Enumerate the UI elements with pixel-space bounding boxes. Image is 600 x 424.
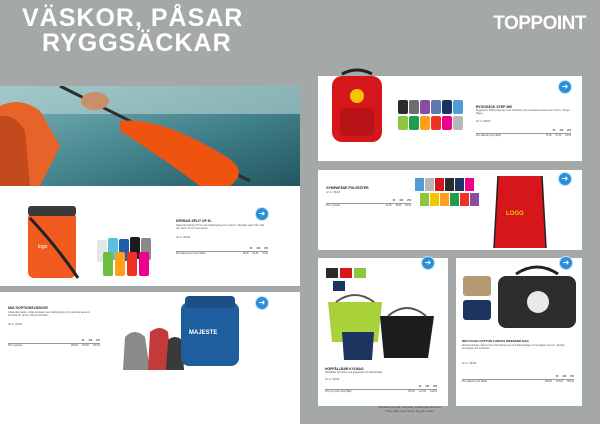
product-card-cooler bbox=[318, 258, 448, 406]
drawstring-colors-image bbox=[413, 176, 483, 210]
backpack-colors-image bbox=[396, 98, 466, 134]
arrow-right-icon[interactable]: ➜ bbox=[559, 256, 573, 270]
arrow-right-icon[interactable]: ➜ bbox=[558, 172, 572, 186]
title-line-2: RYGGSÄCKAR bbox=[42, 29, 232, 57]
product-desc: Weekendväska i återvunnen bomullscanvas med läderdetaljer och avtagbar axelrem. Rymlig huvudfack och innerficka. bbox=[462, 344, 565, 351]
drybag-image bbox=[18, 198, 88, 283]
product-name: DRYBAG SPLIT UP 5L bbox=[176, 219, 212, 223]
product-name: MULTIOPTIONSVÄSKOR bbox=[8, 306, 48, 310]
cooler-colors-image bbox=[324, 262, 369, 294]
page-title bbox=[22, 6, 243, 56]
product-ref: Art.nr. 91810 bbox=[325, 378, 340, 381]
weekend-bag-colors-image bbox=[460, 272, 495, 324]
product-ref: Art.nr. 90032 bbox=[8, 323, 23, 326]
footer-line-1: Standardtryck ingår i alla priser, fraktkostnad tillkommer. bbox=[377, 406, 443, 409]
product-desc: Ryggsäck i 600D polyester med framficka och justerbara axelremmar. Finns i många färger. bbox=[476, 109, 570, 116]
footer-note bbox=[330, 406, 490, 413]
cooler-basket-image bbox=[322, 292, 442, 364]
price-table: 50 100 250 Pris stående per styck (SEK) 98,50 94,50 91,00 bbox=[176, 248, 268, 255]
product-desc: Hopfällbar kylväska med dragkedja och bärhandtag. bbox=[325, 371, 383, 374]
product-name: GYMPAPÅSE POLYESTER bbox=[326, 186, 369, 190]
product-ref: Art.nr. 95427 bbox=[326, 191, 341, 194]
product-ref: Art.nr. 96290 bbox=[476, 120, 491, 123]
product-name: RECYCLED COTTON CANVAS WEEKEND BAG bbox=[462, 339, 529, 343]
product-name: HOPFÄLLBAR KYLBAG bbox=[325, 367, 364, 371]
weekend-bag-image bbox=[494, 262, 580, 332]
price-table: 50 100 250 Pris i tryckpris 21,50 19,50 18,00 bbox=[326, 200, 411, 207]
footer-line-2: Priser gäller tryck med en färg på en plats. bbox=[385, 409, 435, 413]
red-backpack-image bbox=[322, 68, 392, 148]
product-card-drybag bbox=[0, 186, 300, 286]
svg-text:MAJESTE: MAJESTE bbox=[189, 330, 218, 336]
product-card-backpack bbox=[318, 76, 582, 161]
drawstring-bag-image bbox=[490, 170, 550, 250]
arrow-right-icon[interactable]: ➜ bbox=[255, 296, 269, 310]
product-card-multioption bbox=[0, 292, 300, 424]
product-ref: Art.nr. 95420 bbox=[462, 362, 477, 365]
product-ref: Art.nr. 90040 bbox=[176, 236, 191, 239]
drybag-colors-image bbox=[95, 236, 160, 278]
product-desc: Vattentäta väskor i olika storlekar med rullstängning och justerbar axelrem. Perfekta för strand, båt och friluftsliv. bbox=[8, 311, 91, 318]
arrow-right-icon[interactable]: ➜ bbox=[255, 207, 269, 221]
title-line-1: VÄSKOR, PÅSAR bbox=[22, 4, 244, 32]
hero-image bbox=[0, 86, 300, 186]
backpack-image bbox=[175, 294, 245, 369]
arrow-right-icon[interactable]: ➜ bbox=[558, 80, 572, 94]
product-card-weekend-bag bbox=[456, 258, 582, 406]
svg-text:LOGO: LOGO bbox=[506, 211, 524, 217]
arrow-right-icon[interactable]: ➜ bbox=[421, 256, 435, 270]
brand-logo: TOPPOINT bbox=[493, 13, 586, 34]
svg-text:logo: logo bbox=[38, 244, 48, 250]
price-table: 50 100 250 Pris per tryckt styck (SEK) 155,00 147,00 142,00 bbox=[325, 386, 437, 393]
price-table: 50 100 250 Pris i tryckpris 188,00 169,00 160,00 bbox=[8, 340, 100, 347]
product-desc: Vattentät dykbag i PVC med rullstängning och axelrem. Skyddar saker från väta och sand. Finns i flera färger. bbox=[176, 224, 265, 231]
price-table: 50 100 250 Pris stående tryck (SEK) 72,00 67,00 63,00 bbox=[476, 130, 571, 137]
product-card-drawstring bbox=[318, 170, 582, 250]
product-name: RYGGSÄCK STEP 365 bbox=[476, 105, 512, 109]
price-table: 50 100 250 Pris stående tryck (SEK) 399,00 379,00 365,00 bbox=[462, 376, 574, 383]
